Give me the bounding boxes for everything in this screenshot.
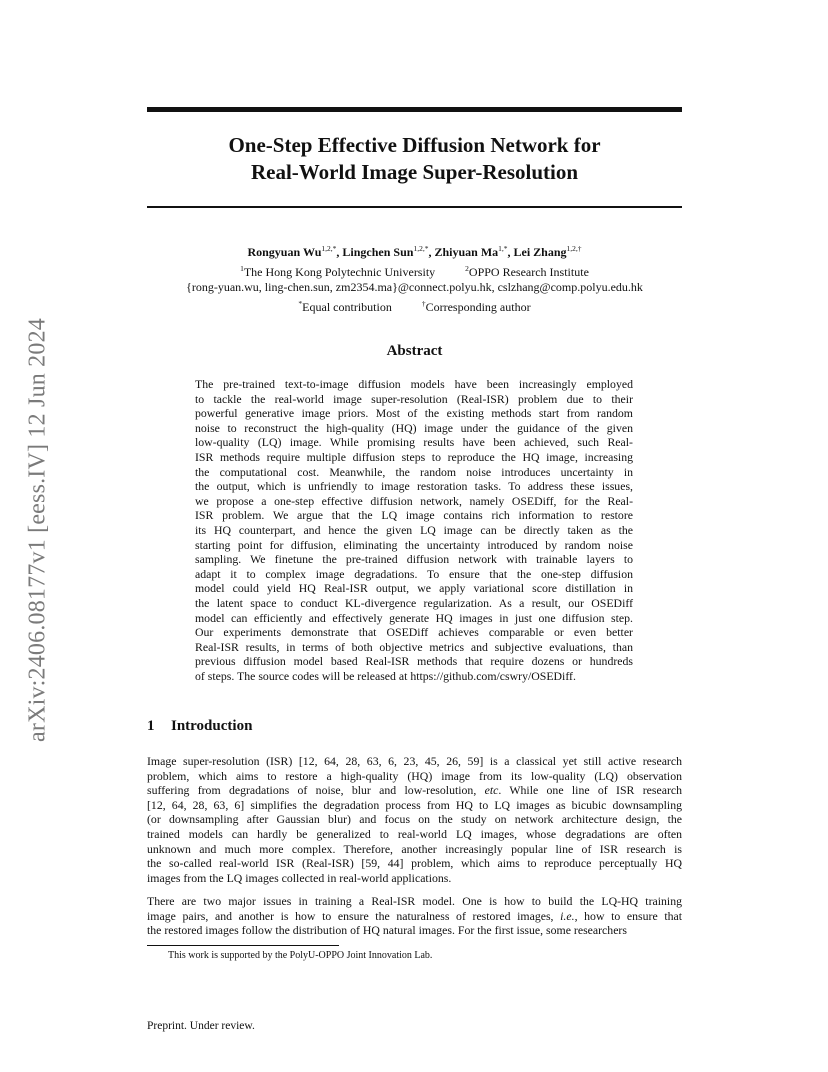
- abstract-line: low-quality (LQ) image. While promising results have been achieved, such Real-: [195, 435, 633, 450]
- abstract-line: Our experiments demonstrate that OSEDiff achieves comparable or even better: [195, 625, 633, 640]
- paragraph-line: [12, 64, 28, 63, 6] simplifies the degradation process from HQ to LQ images as bicubic downsampling: [147, 797, 682, 812]
- footnote-rule: [147, 945, 339, 946]
- affiliation-1-mark: 1: [240, 263, 244, 273]
- abstract-line: ISR problem. We argue that the LQ image contains rich information to restore: [195, 508, 633, 523]
- arxiv-sidebar-stamp: [22, 290, 54, 770]
- author-block: [147, 241, 682, 315]
- title-line-1: One-Step Effective Diffusion Network for: [228, 133, 601, 157]
- abstract-line: of steps. The source codes will be released at https://github.com/cswry/OSEDiff.: [195, 668, 576, 683]
- abstract-line: the computational cost. Meanwhile, the random noise introduces uncertainty in: [195, 464, 633, 479]
- page-footer: Preprint. Under review.: [147, 1020, 255, 1032]
- corresponding-author-note: Corresponding author: [425, 299, 531, 314]
- intro-paragraph-1: [147, 754, 682, 885]
- paragraph-line: Image super-resolution (ISR) [12, 64, 28, 63, 6, 23, 45, 26, 59] is a classical yet still active research: [147, 754, 682, 768]
- affiliation-2: OPPO Research Institute: [468, 264, 589, 279]
- paragraph-line: (or downsampling after Gaussian blur) and focus on the study on network architecture design, the: [147, 812, 682, 827]
- abstract-line: powerful generative image priors. Most of the existing methods start from random: [195, 406, 633, 421]
- author-2: Lingchen Sun: [342, 245, 414, 259]
- author-notes: [147, 296, 682, 316]
- paragraph-line: There are two major issues in training a Real-ISR model. One is how to build the LQ-HQ training: [147, 894, 682, 908]
- abstract-body: [195, 377, 633, 683]
- section-title: Introduction: [171, 718, 253, 734]
- title-top-rule: [147, 107, 682, 112]
- paragraph-line: image pairs, and another is how to ensure the naturalness of restored images, i.e., how to ensure that: [147, 908, 683, 923]
- abstract-line: starting point for diffusion, eliminating the uncertainty introduced by random noise: [195, 537, 633, 552]
- title-bottom-rule: [147, 206, 682, 208]
- paragraph-line: the so-called real-world ISR (Real-ISR) [59, 44] problem, which aims to reproduce perceptually HQ: [147, 856, 682, 871]
- abstract-line: to tackle the real-world image super-resolution (Real-ISR) problem due to their: [195, 391, 633, 406]
- section-number: 1: [147, 718, 155, 734]
- affiliation-2-mark: 2: [465, 263, 469, 273]
- abstract-line: ISR methods require multiple diffusion steps to reproduce the HQ image, increasing: [195, 449, 633, 464]
- paragraph-line: images from the LQ images collected in real-world applications.: [147, 870, 452, 885]
- author-2-marks: 1,2,*: [413, 244, 429, 253]
- author-3-marks: 1,*: [498, 244, 508, 253]
- abstract-line: sampling. We finetune the pre-trained diffusion network with trainable layers to: [195, 552, 633, 567]
- abstract-line: its HQ counterpart, and hence the given LQ image can be directly taken as the: [195, 522, 633, 537]
- affiliation-1: The Hong Kong Polytechnic University: [243, 264, 436, 279]
- abstract-line: The pre-trained text-to-image diffusion models have been increasingly employed: [195, 377, 633, 391]
- author-separator: ,: [507, 245, 514, 259]
- section-heading: [147, 718, 252, 735]
- author-3: Zhiyuan Ma: [434, 245, 499, 259]
- paragraph-line: trained models can hardly be generalized to real-world LQ images, whose degradations are often: [147, 826, 682, 841]
- abstract-line: noise to reconstruct the high-quality (HQ) image under the guidance of the given: [195, 420, 633, 435]
- paragraph-line: suffering from degradations of noise, blur and low-resolution, etc. While one line of ISR research: [147, 783, 683, 798]
- paragraph-line: unknown and much more complex. Therefore, another increasingly popular line of ISR research is: [147, 841, 682, 856]
- abstract-line: Real-ISR results, in terms of both objective metrics and subjective evaluations, than: [195, 639, 633, 654]
- paragraph-line: problem, which aims to restore a high-quality (HQ) image from its low-quality (LQ) observation: [147, 768, 682, 783]
- abstract-line: model can efficiently and effectively generate HQ images in just one diffusion step.: [195, 610, 633, 625]
- intro-paragraph-2: [147, 894, 682, 938]
- corresponding-author-mark: †: [421, 298, 426, 308]
- author-4: Lei Zhang: [513, 245, 567, 259]
- paper-title: [147, 132, 682, 186]
- abstract-line: model could yield HQ Real-ISR output, we apply variational score distillation in: [195, 581, 633, 596]
- abstract-heading: Abstract: [386, 343, 443, 359]
- author-separator: ,: [336, 245, 343, 259]
- affiliations: [147, 261, 682, 281]
- equal-contribution-note: Equal contribution: [302, 299, 392, 314]
- author-1-marks: 1,2,*: [321, 244, 337, 253]
- paragraph-line: the restored images follow the distribution of HQ natural images. For the first issue, some researchers: [147, 923, 627, 938]
- author-4-marks: 1,2,†: [566, 244, 582, 253]
- abstract-line: we propose a one-step effective diffusion network, namely OSEDiff, for the Real-: [195, 493, 633, 508]
- equal-contribution-mark: *: [298, 298, 303, 308]
- abstract-line: the output, which is unfriendly to image restoration tasks. To address these issues,: [195, 479, 633, 494]
- author-names: [147, 241, 682, 261]
- abstract-line: adapt it to complex image degradations. To ensure that the one-step diffusion: [195, 566, 633, 581]
- author-emails: {rong-yuan.wu, ling-chen.sun, zm2354.ma}@connect.polyu.hk, cslzhang@comp.polyu.edu.hk: [186, 280, 643, 294]
- title-line-2: Real-World Image Super-Resolution: [250, 160, 579, 184]
- abstract-line: the latent space to conduct KL-divergence regularization. As a result, our OSEDiff: [195, 595, 633, 610]
- arxiv-identifier: arXiv:2406.08177v1 [eess.IV] 12 Jun 2024: [24, 318, 51, 742]
- abstract-line: previous diffusion model based Real-ISR methods that require dozens or hundreds: [195, 654, 633, 669]
- footnote: This work is supported by the PolyU-OPPO Joint Innovation Lab.: [168, 950, 433, 961]
- author-separator: ,: [428, 245, 435, 259]
- author-1: Rongyuan Wu: [247, 245, 322, 259]
